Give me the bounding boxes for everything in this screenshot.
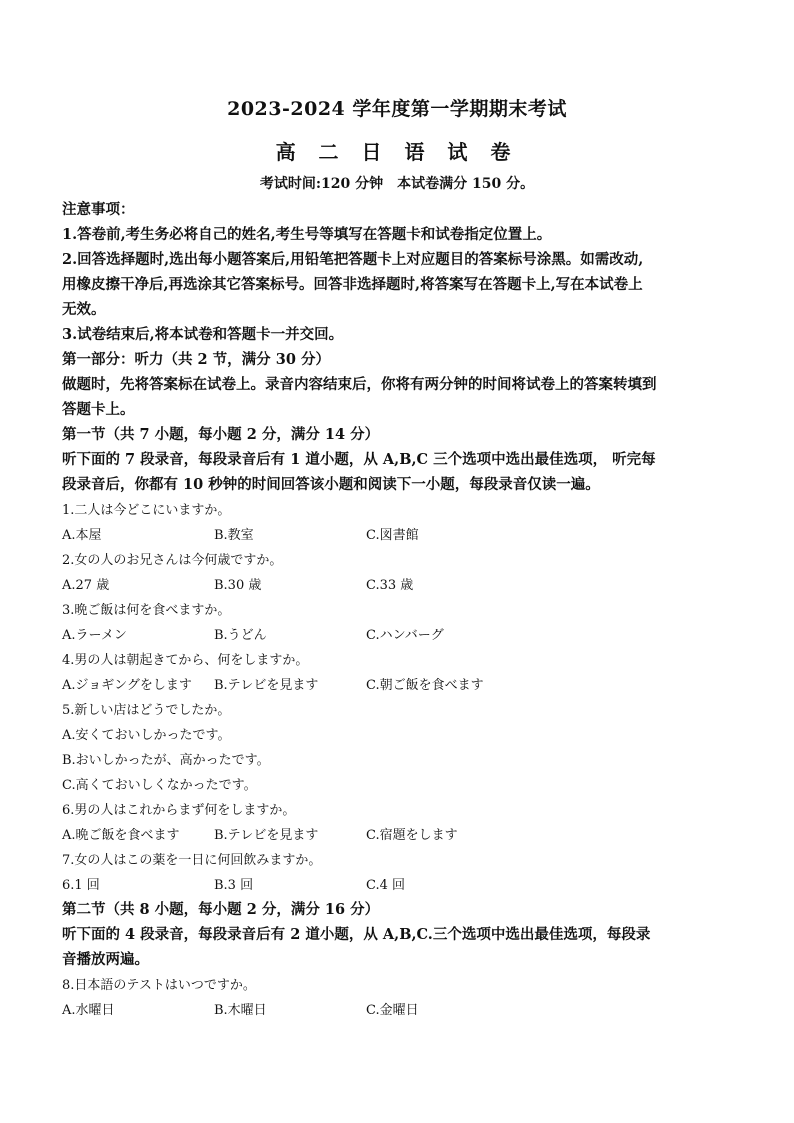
note-3: 3.试卷结束后,将本试卷和答题卡一并交回。 <box>62 326 344 343</box>
q4-option-b: B.テレビを見ます <box>214 678 319 693</box>
question-8: 8.日本語のテストはいつですか。 <box>62 978 256 993</box>
q5-option-c: C.高くておいしくなかったです。 <box>62 778 257 793</box>
exam-title: 2023-2024 学年度第一学期期末考试 <box>227 98 567 120</box>
q2-option-a: A.27 歳 <box>62 578 110 593</box>
question-6: 6.男の人はこれからまず何をしますか。 <box>62 803 296 818</box>
section1-instruction-line-2: 段录音后，你都有 10 秒钟的时间回答该小题和阅读下一小题，每段录音仅读一遍。 <box>62 476 600 493</box>
note-2-line-2: 用橡皮擦干净后,再选涂其它答案标号。回答非选择题时,将答案写在答题卡上,写在本试卷上 <box>62 276 643 293</box>
note-1: 1.答卷前,考生务必将自己的姓名,考生号等填写在答题卡和试卷指定位置上。 <box>62 226 552 243</box>
q3-option-c: C.ハンバーグ <box>366 628 444 643</box>
q1-option-c: C.図書館 <box>366 528 419 543</box>
section2-instruction-line-2: 音播放两遍。 <box>62 951 149 968</box>
notes-heading: 注意事项： <box>62 201 135 218</box>
q1-option-b: B.教室 <box>214 528 254 543</box>
q1-option-a: A.本屋 <box>62 528 102 543</box>
section2-instruction-line-1: 听下面的 4 段录音，每段录音后有 2 道小题，从 A,B,C.三个选项中选出最佳选项，每段录 <box>62 926 651 943</box>
q7-option-b: B.3 回 <box>214 878 254 893</box>
note-2-line-3: 无效。 <box>62 301 106 318</box>
q2-option-c: C.33 歳 <box>366 578 414 593</box>
note-2-line-1: 2.回答选择题时,选出每小题答案后,用铅笔把答题卡上对应题目的答案标号涂黑。如需改动, <box>62 251 644 268</box>
question-2: 2.女の人のお兄さんは今何歳ですか。 <box>62 553 283 568</box>
section2-heading: 第二节（共 8 小题，每小题 2 分，满分 16 分） <box>62 901 380 918</box>
q8-option-c: C.金曜日 <box>366 1003 419 1018</box>
part1-instruction-line-1: 做题时，先将答案标在试卷上。录音内容结束后，你将有两分钟的时间将试卷上的答案转填到 <box>62 376 657 393</box>
q8-option-b: B.木曜日 <box>214 1003 267 1018</box>
q4-option-a: A.ジョギングをします <box>62 678 192 693</box>
section1-heading: 第一节（共 7 小题，每小题 2 分，满分 14 分） <box>62 426 380 443</box>
q7-option-c: C.4 回 <box>366 878 406 893</box>
q3-option-b: B.うどん <box>214 628 267 643</box>
question-5: 5.新しい店はどうでしたか。 <box>62 703 231 718</box>
q7-option-a: 6.1 回 <box>62 878 100 893</box>
q4-option-c: C.朝ご飯を食べます <box>366 678 484 693</box>
part1-heading: 第一部分：听力（共 2 节，满分 30 分） <box>62 351 330 368</box>
q6-option-c: C.宿題をします <box>366 828 458 843</box>
question-7: 7.女の人はこの薬を一日に何回飲みますか。 <box>62 853 322 868</box>
part1-instruction-line-2: 答题卡上。 <box>62 401 135 418</box>
q8-option-a: A.水曜日 <box>62 1003 115 1018</box>
q5-option-a: A.安くておいしかったです。 <box>62 728 231 743</box>
q6-option-a: A.晩ご飯を食べます <box>62 828 180 843</box>
question-1: 1.二人は今どこにいますか。 <box>62 503 231 518</box>
q3-option-a: A.ラーメン <box>62 628 127 643</box>
question-3: 3.晩ご飯は何を食べますか。 <box>62 603 231 618</box>
section1-instruction-line-1: 听下面的 7 段录音，每段录音后有 1 道小题，从 A,B,C 三个选项中选出最佳选项， 听完每 <box>62 451 656 468</box>
q5-option-b: B.おいしかったが、高かったです。 <box>62 753 270 768</box>
q2-option-b: B.30 歳 <box>214 578 262 593</box>
exam-subtitle: 高 二 日 语 试 卷 <box>275 140 519 164</box>
exam-info: 考试时间:120 分钟 本试卷满分 150 分。 <box>259 176 535 192</box>
q6-option-b: B.テレビを見ます <box>214 828 319 843</box>
question-4: 4.男の人は朝起きてから、何をしますか。 <box>62 653 309 668</box>
